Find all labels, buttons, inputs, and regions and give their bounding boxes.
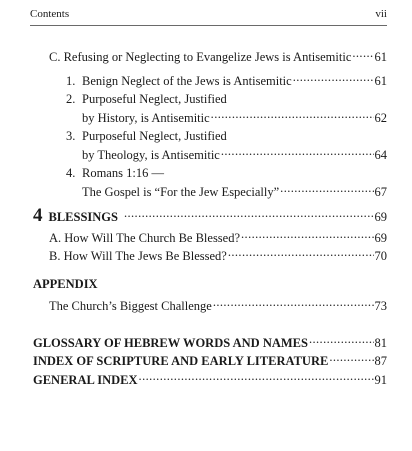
toc-entry-chapter-4-a [49,227,387,246]
toc-entry-page: 87 [374,354,387,368]
toc-entry-general-index [33,369,387,388]
running-header-page-number: vii [375,8,387,20]
toc-entry-title: GLOSSARY OF HEBREW WORDS AND NAMES [33,336,308,350]
toc-entry-page: 64 [374,148,387,162]
toc-entry-item-2-number: 2. [66,92,76,106]
toc-entry-item-2 [82,107,387,126]
toc-entry-item-4 [82,181,387,200]
toc-entry-page: 69 [374,231,387,245]
toc-entry-page: 61 [374,50,387,64]
toc-entry-index-scripture [33,350,387,369]
toc-entry-item-4-number: 4. [66,166,76,180]
toc-entry-title: A. How Will The Church Be Blessed? [49,231,241,245]
toc-entry-title: The Church’s Biggest Challenge [49,299,212,313]
toc-entry-item-1 [66,70,387,89]
toc-entry-item-3-number: 3. [66,129,76,143]
toc-entry-item-3 [82,144,387,163]
leader-dots [241,227,373,242]
toc-entry-glossary [33,332,387,351]
toc-entry-item-4-line1: Romans 1:16 — [82,166,164,180]
leader-dots [221,144,374,159]
toc-entry-title: INDEX OF SCRIPTURE AND EARLY LITERATURE [33,354,329,368]
toc-entry-page: 69 [374,210,387,224]
leader-dots [228,245,374,260]
leader-dots [124,206,374,221]
toc-entry-page: 62 [374,111,387,125]
toc-entry-appendix [49,295,387,314]
chapter-title: BLESSINGS [48,210,118,224]
toc-entry-page: 91 [374,373,387,387]
running-header [30,6,387,26]
leader-dots [139,369,374,384]
toc-entry-title: C. Refusing or Neglecting to Evangelize Jews is Antisemitic [49,50,352,64]
leader-dots [213,295,374,310]
leader-dots [293,70,374,85]
toc-entry-title-line2: by History, is Antisemitic [82,111,210,125]
leader-dots [309,332,374,347]
toc-entry-title: Benign Neglect of the Jews is Antisemitic [82,74,292,88]
toc-entry-chapter-4 [33,206,387,225]
toc-entry-title: GENERAL INDEX [33,373,138,387]
toc-entry-title: B. How Will The Jews Be Blessed? [49,249,227,263]
leader-dots [211,107,374,122]
toc-entry-item-2-line1: Purposeful Neglect, Justified [82,92,227,106]
toc-entry-page: 73 [374,299,387,313]
toc-entry-page: 70 [374,249,387,263]
toc-entry-page: 61 [374,74,387,88]
toc-entry-title-line2: The Gospel is “For the Jew Especially” [82,185,280,199]
leader-dots [352,46,373,61]
toc-entry-title-line2: by Theology, is Antisemitic [82,148,220,162]
toc-entry-page: 81 [374,336,387,350]
toc-entry-section-c [49,46,387,65]
toc-entry-item-3-line1: Purposeful Neglect, Justified [82,129,227,143]
leader-dots [329,350,373,365]
running-header-section: Contents [30,8,70,20]
toc-entry-number: 1. [66,74,76,88]
leader-dots [280,181,373,196]
toc-entry-chapter-4-b [49,245,387,264]
appendix-heading: APPENDIX [33,277,98,291]
chapter-number: 4 [33,205,43,226]
toc-entry-page: 67 [374,185,387,199]
